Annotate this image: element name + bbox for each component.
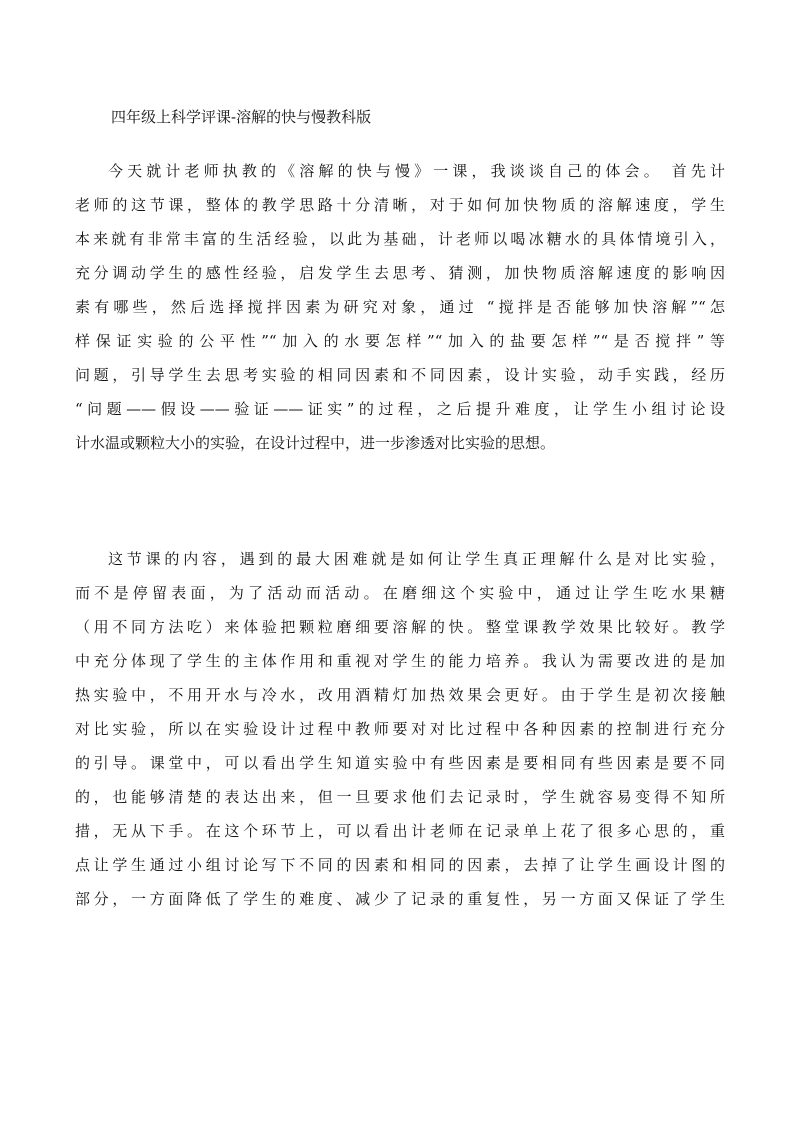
paragraph-line: 充分调动学生的感性经验，启发学生去思考、猜测，加快物质溶解速度的影响因 [75, 264, 725, 282]
paragraph-line: 部分，一方面降低了学生的难度、减少了记录的重复性，另一方面又保证了学生 [75, 890, 725, 908]
paragraph-line: 而不是停留表面，为了活动而活动。在磨细这个实验中，通过让学生吃水果糖 [75, 584, 725, 602]
paragraph-line: 的，也能够清楚的表达出来，但一旦要求他们去记录时，学生就容易变得不知所 [75, 788, 725, 806]
paragraph-line: 计水温或颗粒大小的实验，在设计过程中，进一步渗透对比实验的思想。 [75, 434, 556, 452]
paragraph-line: 今天就计老师执教的《溶解的快与慢》一课，我谈谈自己的体会。 首先计 [108, 162, 725, 180]
paragraph-line: 本来就有非常丰富的生活经验，以此为基础，计老师以喝冰糖水的具体情境引入， [75, 230, 725, 248]
paragraph-line: 对比实验，所以在实验设计过程中教师要对对比过程中各种因素的控制进行充分 [75, 720, 725, 738]
paragraph-1 [75, 154, 725, 460]
paragraph-line: 的引导。课堂中，可以看出学生知道实验中有些因素是要相同有些因素是要不同 [75, 754, 725, 772]
paragraph-line: 素有哪些，然后选择搅拌因素为研究对象，通过 “搅拌是否能够加快溶解”“怎 [75, 298, 725, 316]
paragraph-line: “问题——假设——验证——证实”的过程，之后提升难度，让学生小组讨论设 [75, 400, 725, 418]
paragraph-line: （用不同方法吃）来体验把颗粒磨细要溶解的快。整堂课教学效果比较好。教学 [75, 618, 725, 636]
paragraph-line: 点让学生通过小组讨论写下不同的因素和相同的因素，去掉了让学生画设计图的 [75, 856, 725, 874]
document-title: 四年级上科学评课-溶解的快与慢教科版 [111, 108, 372, 126]
paragraph-2 [75, 542, 725, 916]
paragraph-line: 热实验中，不用开水与冷水，改用酒精灯加热效果会更好。由于学生是初次接触 [75, 686, 725, 704]
paragraph-line: 样保证实验的公平性”“加入的水要怎样”“加入的盐要怎样”“是否搅拌”等 [75, 332, 725, 350]
paragraph-line: 老师的这节课，整体的教学思路十分清晰，对于如何加快物质的溶解速度，学生 [75, 196, 725, 214]
paragraph-line: 问题，引导学生去思考实验的相同因素和不同因素，设计实验，动手实践，经历 [75, 366, 725, 384]
paragraph-line: 这节课的内容，遇到的最大困难就是如何让学生真正理解什么是对比实验， [108, 550, 725, 568]
paragraph-line: 措，无从下手。在这个环节上，可以看出计老师在记录单上花了很多心思的，重 [75, 822, 725, 840]
paragraph-line: 中充分体现了学生的主体作用和重视对学生的能力培养。我认为需要改进的是加 [75, 652, 725, 670]
